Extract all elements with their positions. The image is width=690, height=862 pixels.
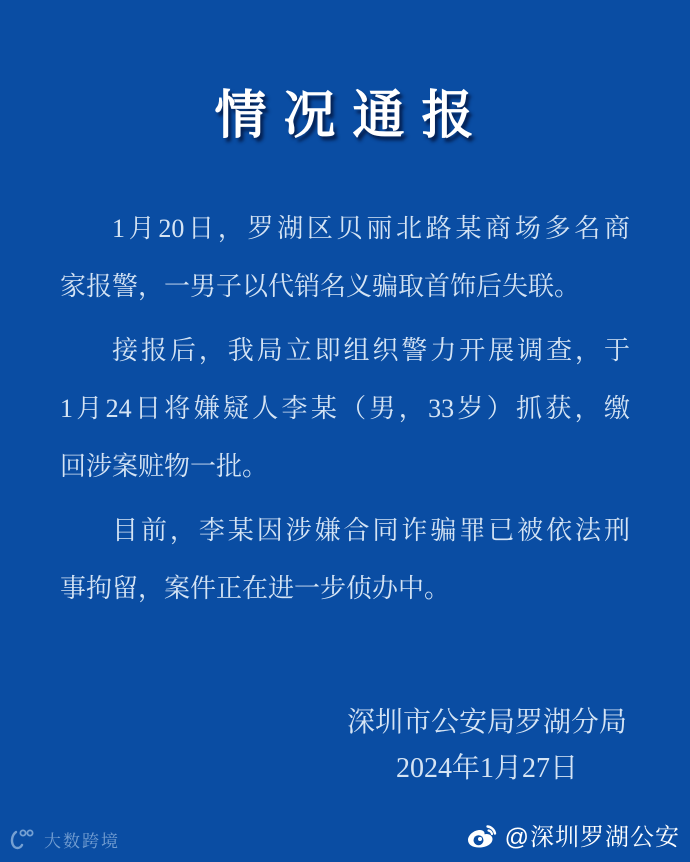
notice-paragraph-1 <box>60 200 630 316</box>
signature-date: 2024年1月27日 <box>395 753 578 784</box>
notice-paragraph-2 <box>60 322 630 496</box>
watermark-right-text: @深圳罗湖公安 <box>504 824 680 851</box>
notice-line: 事拘留，案件正在进一步侦办中。 <box>60 574 451 603</box>
footer <box>0 817 690 852</box>
watermark-right <box>466 817 680 852</box>
notice-line: 回涉案赃物一批。 <box>60 452 269 481</box>
notice-paragraph-3 <box>60 502 630 618</box>
notice-line: 接报后，我局立即组织警力开展调查，于 <box>112 336 630 365</box>
weibo-icon <box>466 821 498 849</box>
notice-line: 目前，李某因涉嫌合同诈骗罪已被依法刑 <box>112 516 630 545</box>
notice-line: 家报警，一男子以代销名义骗取首饰后失联。 <box>60 272 581 301</box>
signature-block <box>347 700 627 792</box>
notice-line: 1月24日将嫌疑人李某（男，33岁）抓获，缴 <box>60 394 630 423</box>
watermark-left-text: 大数跨境 <box>44 832 120 851</box>
notice-line: 1月20日，罗湖区贝丽北路某商场多名商 <box>112 214 630 243</box>
watermark-left <box>8 827 120 852</box>
notice-body <box>60 200 630 618</box>
notice-title: 情 况 通 报 <box>214 88 476 145</box>
signature-agency: 深圳市公安局罗湖分局 <box>346 707 627 738</box>
dashu-kuajing-logo-icon <box>8 828 38 852</box>
